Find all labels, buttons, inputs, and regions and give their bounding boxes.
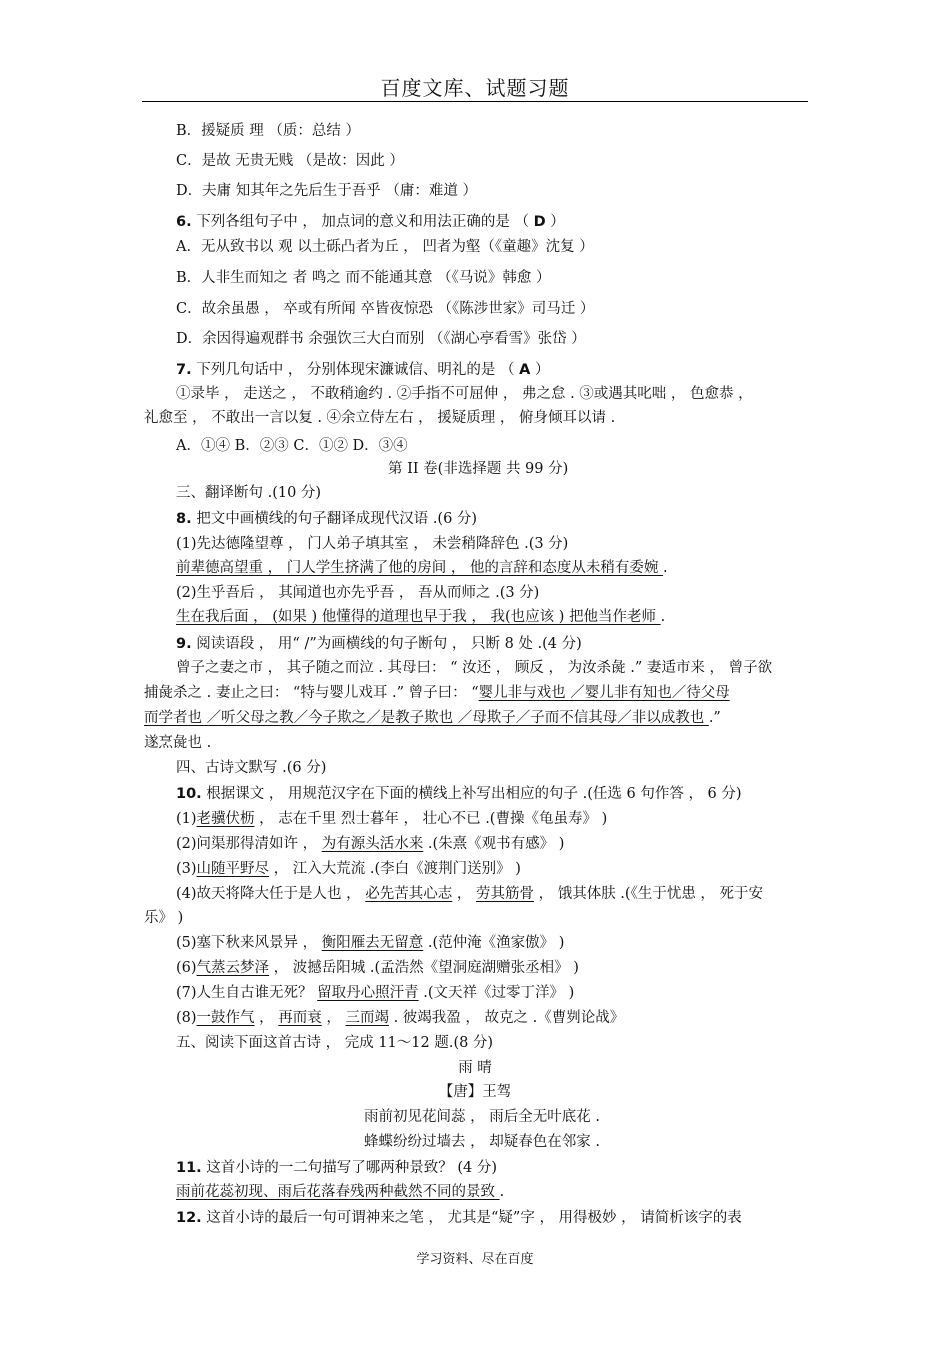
q10-item-8-sep-2: ， <box>321 1010 346 1026</box>
q10-item-8-answer-1: 一鼓作气 <box>196 1010 255 1026</box>
poem-author: 【唐】王驾 <box>438 1084 512 1100</box>
q10-item-6-prefix: (6) <box>176 960 197 976</box>
q10-item-3-prefix: (3) <box>176 861 197 877</box>
q10-item-8-rest: . 彼竭我盈 ， 故克之 .《曹刿论战》 <box>388 1010 625 1026</box>
q10-item-6-rest: ， 波撼岳阳城 .(孟浩然《望洞庭湖赠张丞相》 ) <box>269 960 579 976</box>
section4-title: 四、古诗文默写 .(6 分) <box>176 760 327 776</box>
q7-stem-text: 下列几句话中 ， 分别体现宋濂诚信、明礼的是 （ <box>191 362 520 378</box>
q10-item-4-answer-2: 劳其筋骨 <box>475 886 534 902</box>
q10-item-8 <box>176 1008 624 1028</box>
q10-item-1-answer: 老骥伏枥 <box>196 811 255 827</box>
q9-number: 9. <box>176 636 192 652</box>
q10-stem-text: 根据课文 ， 用规范汉字在下面的横线上补写出相应的句子 .(任选 6 句作答 ， 6 分) <box>201 786 742 802</box>
q10-item-8-answer-3: 三而竭 <box>345 1010 389 1026</box>
q10-item-4-rest: ， 饿其体肤 .(《生于忧患 ， 死于安 <box>533 886 764 902</box>
q5-option-d: D．夫庸 知其年之先后生于吾乎 （庸：难道 ） <box>176 183 477 199</box>
q10-item-8-prefix: (8) <box>176 1010 197 1026</box>
q5-option-c: C．是故 无贵无贱 （是故：因此 ） <box>176 153 404 169</box>
q10-item-1-prefix: (1) <box>176 811 197 827</box>
q8-stem <box>176 509 477 529</box>
page-footer: 学习资料、尽在百度 <box>416 1252 534 1267</box>
q11-number: 11. <box>176 1160 202 1176</box>
q9-stem-text: 阅读语段 ， 用“ /”为画横线的句子断句 ， 只断 8 处 .(4 分) <box>191 636 582 652</box>
q11-stem <box>176 1158 497 1178</box>
q11-answer-end: . <box>499 1184 505 1200</box>
q10-item-7 <box>176 983 574 1003</box>
q8-sentence-2: (2)生乎吾后 ， 其闻道也亦先乎吾 ， 吾从而师之 .(3 分) <box>176 585 540 601</box>
q10-item-2-rest: .(朱熹《观书有感》 ) <box>423 836 565 852</box>
q7-text-line1: ①录毕 ， 走送之 ， 不敢稍逾约 . ②手指不可屈伸 ， 弗之怠 . ③或遇其叱咄 ， 色愈恭 ， <box>176 386 753 402</box>
q9-text-line1: 曾子之妻之市 ， 其子随之而泣 . 其母曰： “ 汝还 ， 顾反 ， 为汝杀彘 .” 妻适市来 ， 曾子欲 <box>176 660 773 676</box>
q10-item-4-prefix: (4)故天将降大任于是人也 ， <box>176 886 366 902</box>
q10-stem <box>176 784 742 804</box>
q10-item-7-prefix: (7)人生自古谁无死？ <box>176 985 318 1001</box>
q7-answer: A <box>519 362 531 378</box>
q12-stem <box>176 1208 742 1228</box>
q10-item-5-prefix: (5)塞下秋来风景异 ， <box>176 935 322 951</box>
q10-item-4-sep: ， <box>452 886 476 902</box>
q10-item-4-answer-1: 必先苦其心志 <box>365 886 453 902</box>
q8-number: 8. <box>176 511 192 527</box>
q6-stem <box>176 212 565 232</box>
q10-item-3-rest: ， 江入大荒流 .(李白《渡荆门送别》 ) <box>269 861 521 877</box>
section3-title: 三、翻译断句 .(10 分) <box>176 485 322 501</box>
q10-item-1 <box>176 809 607 829</box>
q10-item-6 <box>176 958 579 978</box>
q6-option-c: C．故余虽愚 ， 卒或有所闻 卒皆夜惊恐 （《陈涉世家》司马迁 ） <box>176 301 595 317</box>
q6-option-d: D．余因得遍观群书 余强饮三大白而别 （《湖心亭看雪》张岱 ） <box>176 331 586 347</box>
q10-item-4 <box>176 884 763 904</box>
q9-text-line3 <box>144 708 721 728</box>
q10-item-4-cont: 乐》 ) <box>144 910 184 926</box>
q7-stem-close: ） <box>530 362 550 378</box>
section5-title: 五、阅读下面这首古诗 ， 完成 11～12 题.(8 分) <box>176 1035 494 1051</box>
q8-answer-1-text: 前辈德高望重 ， 门人学生挤满了他的房间 ， 他的言辞和态度从未稍有委婉 <box>176 560 664 576</box>
q10-item-3 <box>176 859 521 879</box>
q8-sentence-1: (1)先达德隆望尊 ， 门人弟子填其室 ， 未尝稍降辞色 .(3 分) <box>176 536 569 552</box>
q11-stem-text: 这首小诗的一二句描写了哪两种景致？ (4 分) <box>201 1160 498 1176</box>
q9-text-line2-underlined: 婴儿非与戏也 ／婴儿非有知也／待父母 <box>478 685 730 701</box>
q6-stem-text: 下列各组句子中 ， 加点词的意义和用法正确的是 （ <box>191 214 534 230</box>
poem-line-1: 雨前初见花间蕊 ， 雨后全无叶底花 . <box>364 1109 600 1125</box>
q10-item-2 <box>176 834 564 854</box>
q12-number: 12. <box>176 1210 202 1226</box>
poem-line-2: 蜂蝶纷纷过墙去 ， 却疑春色在邻家 . <box>364 1134 600 1150</box>
q8-answer-2 <box>176 607 665 627</box>
q9-text-line2 <box>144 683 730 703</box>
header-rule <box>142 101 808 102</box>
q10-number: 10. <box>176 786 202 802</box>
q9-text-line3-end: .” <box>708 710 721 726</box>
q6-answer: D <box>533 214 546 230</box>
q10-item-5-rest: .(范仲淹《渔家傲》 ) <box>423 935 565 951</box>
q10-item-7-answer: 留取丹心照汗青 <box>317 985 419 1001</box>
q10-item-2-answer: 为有源头活水来 <box>321 836 424 852</box>
q7-number: 7. <box>176 362 192 378</box>
q9-text-line2-plain: 捕彘杀之 . 妻止之曰： “特与婴儿戏耳 .” 曾子曰： “ <box>144 685 479 701</box>
q10-item-6-answer: 气蒸云梦泽 <box>196 960 270 976</box>
q6-number: 6. <box>176 214 192 230</box>
q6-option-a: A．无从致书以 观 以土砾凸者为丘 ， 凹者为壑（《童趣》沈复 ） <box>176 239 594 255</box>
q9-text-line3-underlined: 而学者也 ／听父母之教／今子欺之／是教子欺也 ／母欺子／子而不信其母／非以成教也 <box>144 710 709 726</box>
q8-answer-2-text: 生在我后面 ， (如果 ) 他懂得的道理也早于我 ， 我(也应该 ) 把他当作老师 <box>176 609 661 625</box>
q10-item-3-answer: 山随平野尽 <box>196 861 270 877</box>
page-header: 百度文库、试题习题 <box>380 76 570 100</box>
q9-text-line4: 遂烹彘也 . <box>144 735 212 751</box>
q5-option-b: B．援疑质 理 （质：总结 ） <box>176 123 360 139</box>
q10-item-5-answer: 衡阳雁去无留意 <box>321 935 424 951</box>
q7-stem <box>176 360 550 380</box>
q6-stem-close: ） <box>545 214 565 230</box>
q8-answer-2-end: . <box>660 609 666 625</box>
q12-stem-text: 这首小诗的最后一句可谓神来之笔 ， 尤其是“疑”字 ， 用得极妙 ， 请简析该字的表 <box>201 1210 742 1226</box>
q7-text-line2: 礼愈至 ， 不敢出一言以复 . ④余立侍左右 ， 援疑质理 ， 俯身倾耳以请 . <box>144 410 616 426</box>
q10-item-5 <box>176 933 564 953</box>
q6-option-b: B．人非生而知之 者 鸣之 而不能通其意 （《马说》韩愈 ） <box>176 270 551 286</box>
q10-item-8-sep-1: ， <box>254 1010 279 1026</box>
q8-stem-text: 把文中画横线的句子翻译成现代汉语 .(6 分) <box>191 511 478 527</box>
q7-options: A．①④ B．②③ C．①② D．③④ <box>176 438 408 454</box>
q11-answer <box>176 1182 504 1202</box>
part2-title: 第 II 卷(非选择题 共 99 分) <box>388 461 569 477</box>
q8-answer-1 <box>176 558 668 578</box>
q10-item-7-rest: .(文天祥《过零丁洋》 ) <box>418 985 575 1001</box>
q9-stem <box>176 634 582 654</box>
q10-item-1-rest: ， 志在千里 烈士暮年 ， 壮心不已 .(曹操《龟虽寿》 ) <box>254 811 608 827</box>
q10-item-2-prefix: (2)问渠那得清如许 ， <box>176 836 322 852</box>
q10-item-8-answer-2: 再而衰 <box>278 1010 322 1026</box>
poem-title: 雨 晴 <box>458 1060 492 1076</box>
q11-answer-text: 雨前花蕊初现、雨后花落春残两种截然不同的景致 <box>176 1184 500 1200</box>
q8-answer-1-end: . <box>663 560 668 576</box>
